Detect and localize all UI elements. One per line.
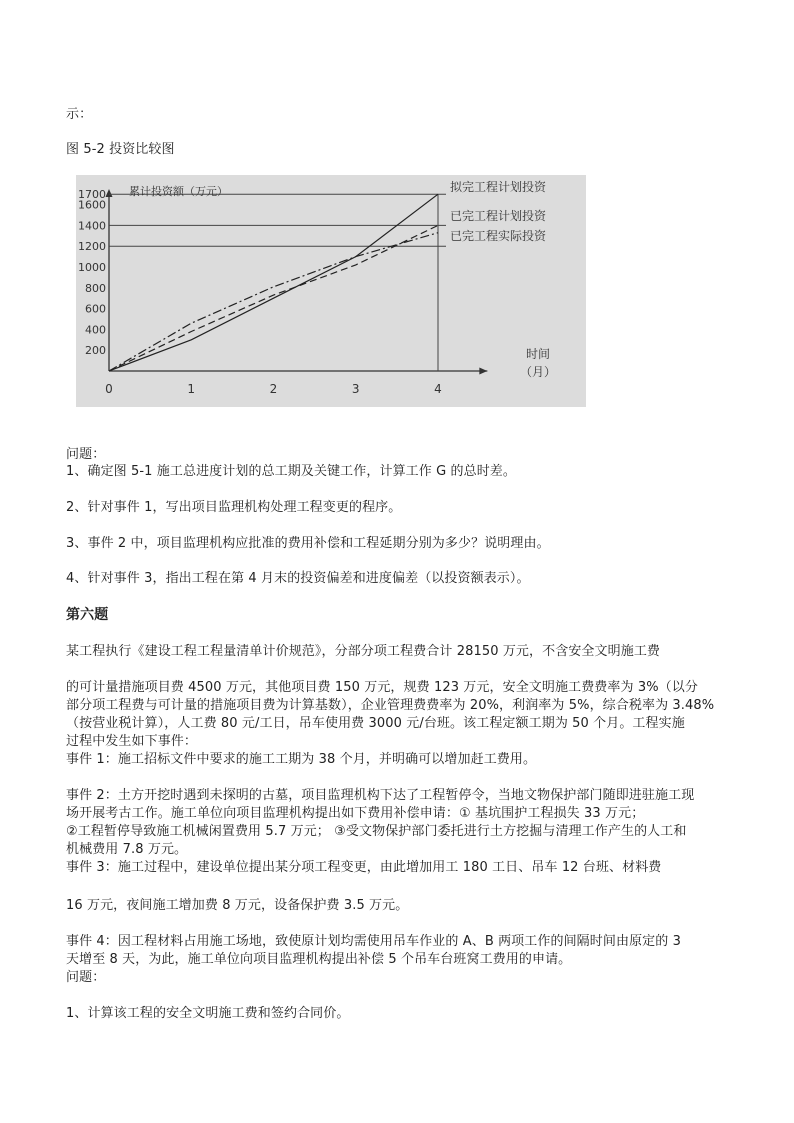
- x-tick-label: 3: [351, 382, 360, 396]
- y-axis-label: 累计投资额（万元）: [129, 185, 228, 198]
- questions-header: 问题：: [66, 447, 106, 462]
- y-axis-arrow: [106, 189, 113, 197]
- x-axis-arrow: [479, 368, 487, 375]
- y-tick-label: 800: [85, 281, 106, 295]
- investment-comparison-chart: [76, 175, 586, 407]
- series-label-2: 已完工程计划投资: [450, 209, 547, 223]
- y-tick-label: 400: [85, 323, 106, 337]
- y-tick-label: 1000: [78, 261, 106, 274]
- event-3-line-1: 事件 3：施工过程中，建设单位提出某分项工程变更，由此增加用工 180 工日、吊车 12 台班、材料费: [66, 860, 662, 875]
- question-5-1: 1、确定图 5-1 施工总进度计划的总工期及关键工作，计算工作 G 的总时差。: [66, 464, 517, 479]
- event-4-line-2: 天增至 8 天，为此，施工单位向项目监理机构提出补偿 5 个吊车台班窝工费用的申请。: [66, 952, 572, 967]
- paragraph-6-line-2: 的可计量措施项目费 4500 万元，其他项目费 150 万元，规费 123 万元，安全文明施工费费率为 3%（以分: [66, 680, 698, 695]
- section-6-title: 第六题: [66, 607, 109, 623]
- y-tick-label: 1700: [78, 188, 106, 202]
- paragraph-6-line-1: 某工程执行《建设工程工程量清单计价规范》，分部分项工程费合计 28150 万元，不含安全文明施工费: [66, 644, 661, 659]
- event-4-line-1: 事件 4：因工程材料占用施工场地，致使原计划均需使用吊车作业的 A、B 两项工作的间隔时间由原定的 3: [66, 934, 681, 949]
- event-2-line-4: 机械费用 7.8 万元。: [66, 842, 188, 857]
- event-2-line-1: 事件 2：土方开挖时遇到未探明的古墓，项目监理机构下达了工程暂停令，当地文物保护部门随即进驻施工现: [66, 788, 695, 803]
- event-2-line-3: ②工程暂停导致施工机械闲置费用 5.7 万元； ③受文物保护部门委托进行土方挖掘与清理工作产生的人工和: [66, 824, 687, 839]
- event-3-line-2: 16 万元，夜间施工增加费 8 万元，设备保护费 3.5 万元。: [66, 898, 409, 913]
- x-axis-label-unit: （月）: [519, 365, 557, 379]
- event-2-line-2: 场开展考古工作。施工单位向项目监理机构提出如下费用补偿申请：① 基坑围护工程损失 33 万元；: [66, 806, 645, 821]
- question-6-1: 1、计算该工程的安全文明施工费和签约合同价。: [66, 1006, 350, 1021]
- chart-svg: [76, 175, 586, 407]
- series-line-1: [109, 194, 438, 371]
- paragraph-6-line-4: （按营业税计算），人工费 80 元/工日，吊车使用费 3000 元/台班。该工程定额工期为 50 个月。工程实施: [66, 716, 685, 731]
- questions-header-6: 问题：: [66, 970, 106, 985]
- y-tick-label: 600: [85, 302, 106, 316]
- event-1: 事件 1：施工招标文件中要求的施工工期为 38 个月，并明确可以增加赶工费用。: [66, 752, 537, 767]
- intro-text: 示：: [66, 107, 93, 122]
- x-tick-label: 4: [434, 382, 442, 396]
- question-5-2: 2、针对事件 1，写出项目监理机构处理工程变更的程序。: [66, 500, 402, 515]
- y-tick-label: 200: [85, 344, 106, 358]
- y-tick-label: 1200: [78, 240, 106, 254]
- figure-caption: 图 5-2 投资比较图: [66, 142, 175, 157]
- paragraph-6-line-3: 部分项工程费与可计量的措施项目费为计算基数），企业管理费费率为 20%，利润率为 5%，综合税率为 3.48%: [66, 698, 715, 713]
- paragraph-6-line-5: 过程中发生如下事件：: [66, 734, 198, 749]
- y-tick-label: 1400: [78, 219, 106, 233]
- question-5-3: 3、事件 2 中，项目监理机构应批准的费用补偿和工程延期分别为多少？说明理由。: [66, 536, 550, 551]
- y-tick-label: 1600: [78, 198, 106, 212]
- question-5-4: 4、针对事件 3，指出工程在第 4 月末的投资偏差和进度偏差（以投资额表示）。: [66, 571, 530, 586]
- x-tick-label: 1: [187, 382, 196, 396]
- x-axis-label: 时间: [525, 347, 551, 361]
- series-line-3: [109, 233, 438, 371]
- series-label-1: 拟完工程计划投资: [450, 180, 547, 194]
- x-tick-label: 0: [105, 382, 113, 396]
- series-label-3: 已完工程实际投资: [450, 229, 547, 243]
- x-tick-label: 2: [269, 382, 278, 396]
